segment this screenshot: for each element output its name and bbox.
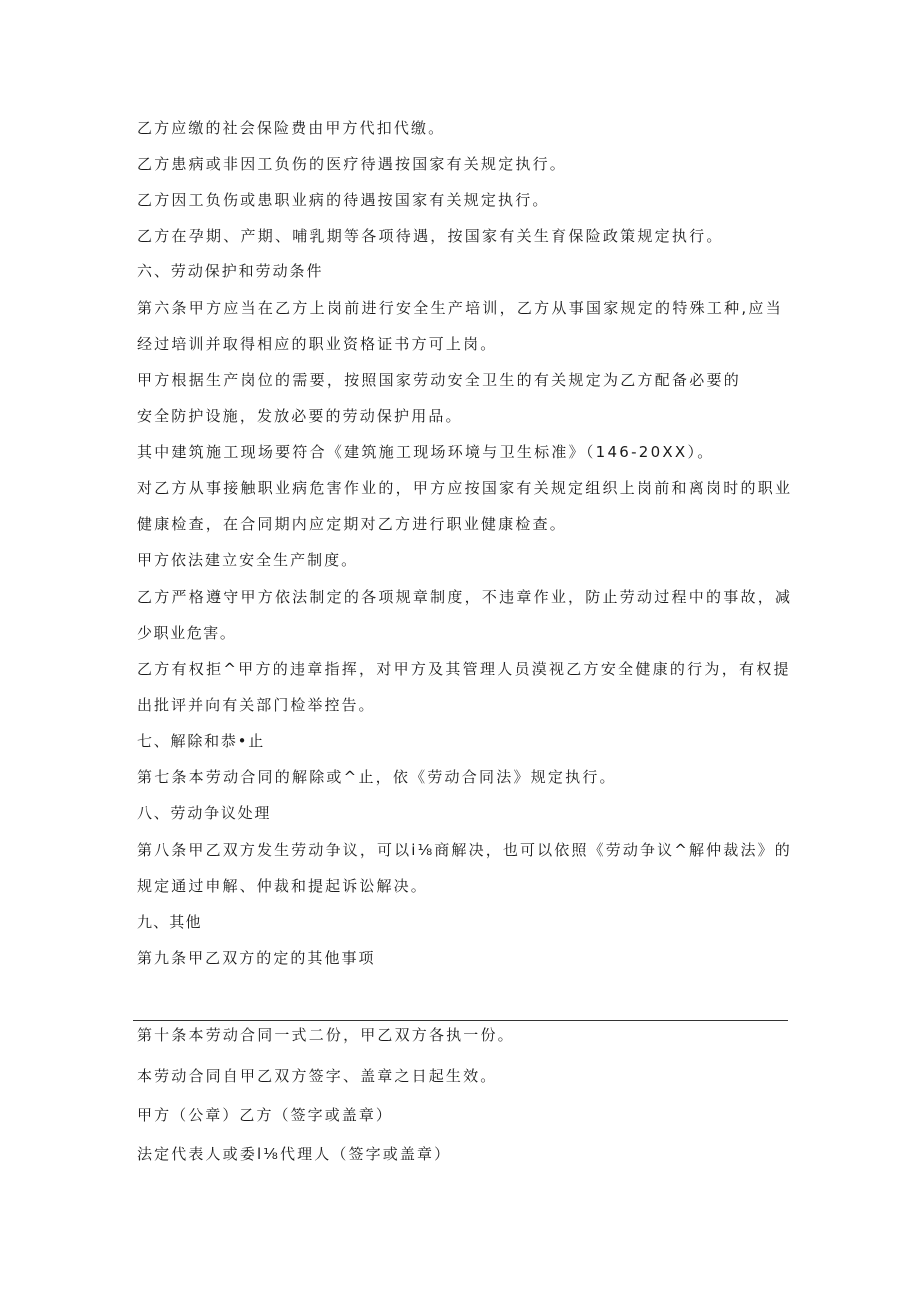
paragraph-line: 乙方因工负伤或患职业病的待遇按国家有关规定执行。: [137, 191, 550, 209]
paragraph-line: 其中建筑施工现场要符合《建筑施工现场环境与卫生标准》（146-20XX）。: [137, 443, 715, 461]
paragraph-line: 第七条本劳动合同的解除或^止，依《劳动合同法》规定执行。: [137, 768, 617, 786]
signature-line: 法定代表人或委l⅛代理人（签字或盖章）: [137, 1145, 452, 1163]
paragraph-line: 乙方在孕期、产期、哺乳期等各项待遇，按国家有关生育保险政策规定执行。: [137, 227, 724, 245]
paragraph-line: 第八条甲乙双方发生劳动争议，可以i⅛商解决，也可以依照《劳动争议^解仲裁法》的: [137, 841, 792, 859]
paragraph-line: 甲方根据生产岗位的需要，按照国家劳动安全卫生的有关规定为乙方配备必要的: [137, 371, 742, 389]
paragraph-line: 健康检查，在合同期内应定期对乙方进行职业健康检查。: [137, 515, 568, 533]
paragraph-line: 安全防护设施，发放必要的劳动保护用品。: [137, 407, 463, 425]
paragraph-line: 乙方患病或非因工负伤的医疗待遇按国家有关规定执行。: [137, 155, 568, 173]
blank-fill-line: [133, 1020, 788, 1021]
section-heading: 七、解除和恭•止: [137, 732, 266, 750]
paragraph-line: 经过培训并取得相应的职业资格证书方可上岗。: [137, 335, 498, 353]
section-heading: 八、劳动争议处理: [137, 804, 272, 822]
paragraph-line: 乙方应缴的社会保险费由甲方代扣代缴。: [137, 119, 446, 137]
paragraph-line: 第十条本劳动合同一式二份，甲乙双方各执一份。: [137, 1026, 515, 1044]
section-heading: 九、其他: [137, 913, 202, 931]
section-heading: 六、劳动保护和劳动条件: [137, 262, 324, 280]
signature-line: 甲方（公章）乙方（签字或盖章）: [137, 1106, 394, 1124]
paragraph-line: 第六条甲方应当在乙方上岗前进行安全生产培训，乙方从事国家规定的特殊工种,应当: [137, 299, 783, 317]
paragraph-line: 本劳动合同自甲乙双方签字、盖章之日起生效。: [137, 1067, 498, 1085]
paragraph-line: 第九条甲乙双方的定的其他事项: [137, 949, 376, 967]
paragraph-line: 规定通过申解、仲裁和提起诉讼解决。: [137, 877, 428, 895]
paragraph-line: 出批评并向有关部门检举控告。: [137, 696, 376, 714]
paragraph-line: 甲方依法建立安全生产制度。: [137, 551, 359, 569]
paragraph-line: 乙方有权拒^甲方的违章指挥，对甲方及其管理人员漠视乙方安全健康的行为，有权提: [137, 660, 791, 678]
paragraph-line: 对乙方从事接触职业病危害作业的，甲方应按国家有关规定组织上岗前和离岗时的职业: [137, 479, 793, 497]
paragraph-line: 乙方严格遵守甲方依法制定的各项规章制度，不违章作业，防止劳动过程中的事故，减: [137, 588, 793, 606]
paragraph-line: 少职业危害。: [137, 624, 237, 642]
